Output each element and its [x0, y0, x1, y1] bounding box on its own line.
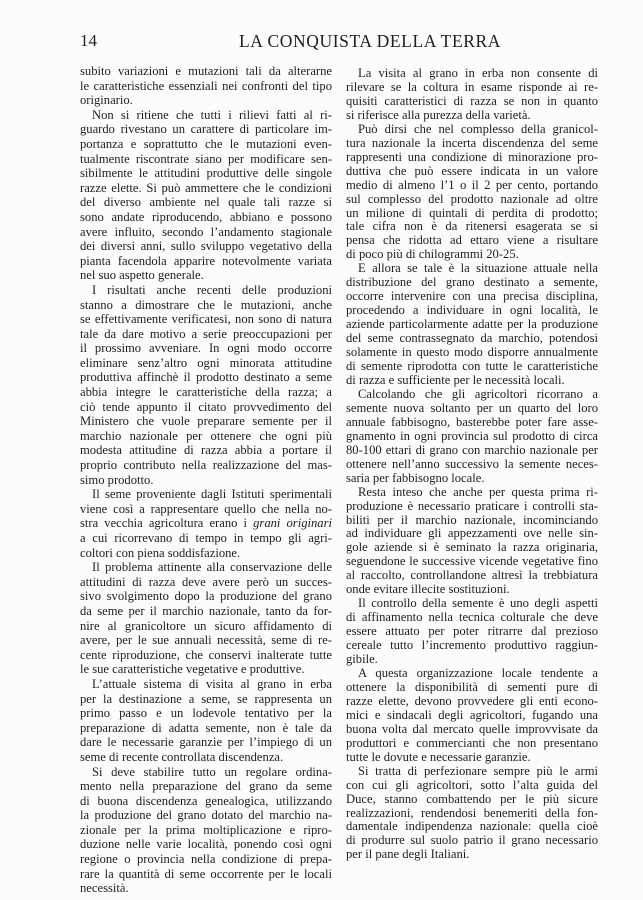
- text-line: attitudini di razza deve avere però un succes-: [80, 574, 332, 589]
- text-line: A questa organizzazione locale tendente a: [358, 665, 598, 680]
- text-line: seme di recente controllata discendenza.: [80, 749, 284, 764]
- paragraph: [80, 283, 332, 487]
- text-line: di semente riprodotta con tutte le caratteristiche: [346, 359, 598, 374]
- text-line: si riferisce alla purezza della varietà.: [346, 107, 531, 122]
- text-line: produttori e commercianti che non presentano: [346, 735, 598, 750]
- text-line: con cui gli agricoltori, sotto l’alta guida del: [346, 777, 598, 792]
- text-line: aziende particolarmente adatte per la produzione: [346, 317, 598, 332]
- text-line: di affinamento nella tecnica colturale che deve: [346, 610, 598, 625]
- text-line: mento nella preparazione del grano da seme: [80, 779, 332, 794]
- text-line: la produzione del grano dotato del marchio na-: [80, 808, 332, 823]
- running-title: LA CONQUISTA DELLA TERRA: [238, 31, 502, 51]
- text-line: realizzazioni, rendendosi benemeriti della fon-: [346, 805, 598, 820]
- text-line: razze elette. Si può ammettere che le condizioni: [80, 180, 332, 195]
- text-line: ad individuare gli appezzamenti ove nelle sin-: [346, 526, 598, 541]
- text-line: al raccolto, controllandone altresì la trebbiatura: [346, 568, 598, 583]
- page-number: 14: [80, 31, 97, 50]
- text-line: preparazione di adatta semente, non è tale da: [80, 720, 332, 735]
- text-line: le sue caratteristiche vegetative e produttive.: [80, 662, 305, 677]
- text-line: ciò tende appunto il citato provvedimento del: [80, 399, 332, 414]
- text-line: stanno a dimostrare che le mutazioni, anche: [80, 297, 332, 312]
- text-line: rare la quantità di seme occorrente per le locali: [80, 866, 332, 881]
- text-line: proprio contributo nella realizzazione del mas-: [80, 458, 332, 473]
- paragraph: [346, 667, 598, 765]
- text-line: portanza e soprattutto che le mutazioni even-: [80, 136, 332, 151]
- text-line: Si tratta di perfezionare sempre più le armi: [358, 763, 598, 778]
- text-line: marchio nazionale per ottenere che ogni più: [80, 428, 332, 443]
- text-line: gole aziende si è seminato la razza originaria,: [346, 540, 598, 555]
- text-line: L’attuale sistema di visita al grano in erba: [92, 676, 332, 691]
- text-line: Calcolando che gli agricoltori ricorrano a: [358, 386, 598, 401]
- text-line: da seme per il marchio nazionale, tanto da for-: [80, 603, 332, 618]
- text-line: il prossimo avveniare. In ogni modo occorre: [80, 341, 332, 356]
- text-line: essere attuato per poter ritrarre dal prezioso: [346, 624, 598, 639]
- text-line: primo passo e un lodevole tentativo per la: [80, 706, 332, 721]
- text-line: di razza e sufficiente per le necessità locali.: [346, 372, 565, 387]
- text-line: coltori con piena soddisfazione.: [80, 545, 241, 560]
- text-line: tutte le dovute e necessarie garanzie.: [346, 749, 531, 764]
- text-line: Non si ritiene che tutti i rilievi fatti al ri-: [92, 107, 332, 122]
- text-line: damentale indipendenza nazionale: quella cioè: [346, 819, 598, 834]
- paragraph: [80, 487, 332, 560]
- text-line: Resta inteso che anche per questa prima ri-: [358, 484, 598, 499]
- text-line: dare le necessarie garanzie per l’impiego di un: [80, 735, 332, 750]
- paragraph: [346, 597, 598, 667]
- text-line: rappresenti una condizione di minorazione pro-: [346, 149, 598, 164]
- paragraph: [80, 108, 332, 283]
- text-line: saria per fabbisogno locale.: [346, 470, 485, 485]
- paragraph: [80, 560, 332, 677]
- text-line: eliminare senz’altro ogni minorata attitudine: [80, 355, 332, 370]
- paragraph: [346, 388, 598, 486]
- text-line: medio di almeno l’1 o il 2 per cento, portando: [346, 177, 598, 192]
- text-line: avere influito, secondo l’andamento stagionale: [80, 224, 332, 239]
- text-line: Il controllo della semente è uno degli aspetti: [358, 596, 598, 611]
- text-line: del diverso ambiente nel quale tali razze si: [80, 195, 332, 210]
- italic-term: grani originari: [253, 516, 332, 531]
- text-line: solamente in questo modo disporre annualmente: [346, 345, 598, 360]
- text-line: tualmente riscontrate siano per modificare sen-: [80, 151, 332, 166]
- text-line: Può dirsi che nel complesso della granicol-: [358, 121, 598, 136]
- text-line: tura nazionale la incerta discendenza del seme: [346, 135, 598, 150]
- text-column-left: [80, 64, 332, 896]
- text-line: a cui ricorrevano di tempo in tempo gli agri-: [80, 531, 332, 545]
- text-line: le caratteristiche essenziali nei confronti del tipo: [80, 78, 332, 93]
- text-line: cereale tutto l’incremento produttivo raggiun-: [346, 638, 598, 653]
- text-line: produttiva affinchè il prodotto destinato a seme: [80, 370, 332, 385]
- text-line: produzione è necessario praticare i controlli sta-: [346, 498, 598, 513]
- paragraph: [346, 262, 598, 388]
- paragraph: [80, 64, 332, 108]
- text-line: Si deve stabilire tutto un regolare ordina-: [92, 764, 332, 779]
- text-line: subito variazioni e mutazioni tali da alterarne: [80, 64, 332, 78]
- text-line: tale da dare motivo a serie preoccupazioni per: [80, 326, 332, 341]
- text-line: viene così a rappresentare quello che nella no-: [80, 501, 332, 516]
- text-line: annuale fabbisogno, basterebbe poter fare asse-: [346, 414, 598, 429]
- text-line: occorre intervenire con una precisa disciplina,: [346, 289, 598, 304]
- text-line: biliti per il marchio nazionale, incominciando: [346, 512, 598, 527]
- text-line: sul complesso del prodotto nazionale ad oltre: [346, 191, 598, 206]
- text-line: dei diversi anni, sullo sviluppo vegetativo della: [80, 239, 332, 254]
- text-line: [80, 516, 332, 531]
- text-line: sibilmente le attitudini produttive delle singole: [80, 166, 332, 181]
- text-line: Ministero che vuole preparare semente per il: [80, 414, 332, 429]
- text-segment: stra vecchia agricoltura erano i: [80, 516, 254, 531]
- text-column-right: [346, 67, 598, 862]
- text-line: se effettivamente verificatesi, non sono di natura: [80, 312, 332, 327]
- paragraph: [80, 677, 332, 765]
- text-line: semente nuova soltanto per un quarto del loro: [346, 400, 598, 415]
- text-line: di buona discendenza genealogica, utilizzando: [80, 793, 332, 808]
- text-line: pensa che ridotta ad ettaro viene a risultare: [346, 233, 598, 248]
- text-line: simo prodotto.: [80, 472, 154, 487]
- text-line: mici e sindacali degli agricoltori, fugando una: [346, 707, 598, 722]
- text-line: I risultati anche recenti delle produzioni: [92, 282, 332, 297]
- text-line: 80-100 ettari di grano con marchio nazionale per: [346, 442, 598, 457]
- text-line: regione o provincia nella condizione di prepa-: [80, 852, 332, 867]
- text-line: gibile.: [346, 652, 378, 667]
- text-line: nel suo aspetto generale.: [80, 268, 204, 283]
- text-line: necessità.: [80, 881, 129, 896]
- text-line: tale cifra non è da ritenersi esagerata se si: [346, 219, 598, 234]
- text-line: sivo svolgimento dopo la produzione del grano: [80, 589, 332, 604]
- text-line: pianta facendola apparire notevolmente variata: [80, 253, 332, 268]
- text-line: avere, per le sue annuali necessità, seme di re-: [80, 633, 332, 648]
- text-line: nire al granicoltore un sicuro affidamento di: [80, 618, 332, 633]
- text-line: cente riproduzione, che conservi inalterate tutte: [80, 647, 332, 662]
- text-line: duttiva che può essere indicata in un valore: [346, 163, 598, 178]
- text-line: zionale per la prima moltiplicazione e ripro-: [80, 822, 332, 837]
- text-line: sono andate riproducendo, abbiano e possono: [80, 209, 332, 224]
- text-line: Il problema attinente alla conservazione delle: [92, 560, 332, 575]
- text-line: procedendo a individuare in ogni località, le: [346, 303, 598, 318]
- text-line: Il seme proveniente dagli Istituti sperimentali: [92, 487, 332, 502]
- text-line: razze elette, devono provvedere gli enti econo-: [346, 693, 598, 708]
- text-line: gnamento in ogni provincia sul prodotto di circa: [346, 428, 598, 443]
- text-line: E allora se tale è la situazione attuale nella: [358, 261, 598, 276]
- text-line: seguendone le successive vicende vegetative fino: [346, 554, 598, 569]
- text-line: guardo rivestano un carattere di particolare im-: [80, 122, 332, 137]
- text-line: buona volta dal mercato quelle improvvisate da: [346, 721, 598, 736]
- text-line: di produrre sul suolo patrio il grano necessario: [346, 833, 598, 848]
- paragraph: [346, 123, 598, 263]
- paragraph: [346, 765, 598, 863]
- text-line: Duce, stanno combattendo per le più sicure: [346, 791, 598, 806]
- paragraph: [80, 765, 332, 896]
- text-line: per il pane degli Italiani.: [346, 847, 470, 862]
- paragraph: [346, 67, 598, 123]
- text-line: onde evitare illecite sostituzioni.: [346, 582, 510, 597]
- text-line: rilevare se la coltura in esame risponde ai re-: [346, 79, 598, 94]
- text-line: del seme contrassegnato da marchio, potendosi: [346, 331, 598, 346]
- paragraph: [346, 486, 598, 598]
- text-line: di poco più di chilogrammi 20-25.: [346, 247, 519, 262]
- text-line: modesta attitudine di razza abbia a portare il: [80, 443, 332, 458]
- text-line: ottenere la disponibilità di sementi pure di: [346, 679, 598, 694]
- text-line: duzione nelle varie località, ponendo così ogni: [80, 837, 332, 852]
- text-line: distribuzione del grano destinato a semente,: [346, 275, 598, 290]
- text-line: un milione di quintali di perdita di prodotto;: [346, 205, 598, 220]
- text-line: La visita al grano in erba non consente di: [358, 66, 598, 80]
- text-line: quisiti caratteristici di razza se non in quanto: [346, 93, 598, 108]
- text-line: abbia integre le caratteristiche della razza; a: [80, 385, 332, 400]
- text-line: originario.: [80, 93, 133, 108]
- text-line: ottenere nell’anno successivo la semente neces-: [346, 456, 598, 471]
- text-line: per la destinazione a seme, se rappresenta un: [80, 691, 332, 706]
